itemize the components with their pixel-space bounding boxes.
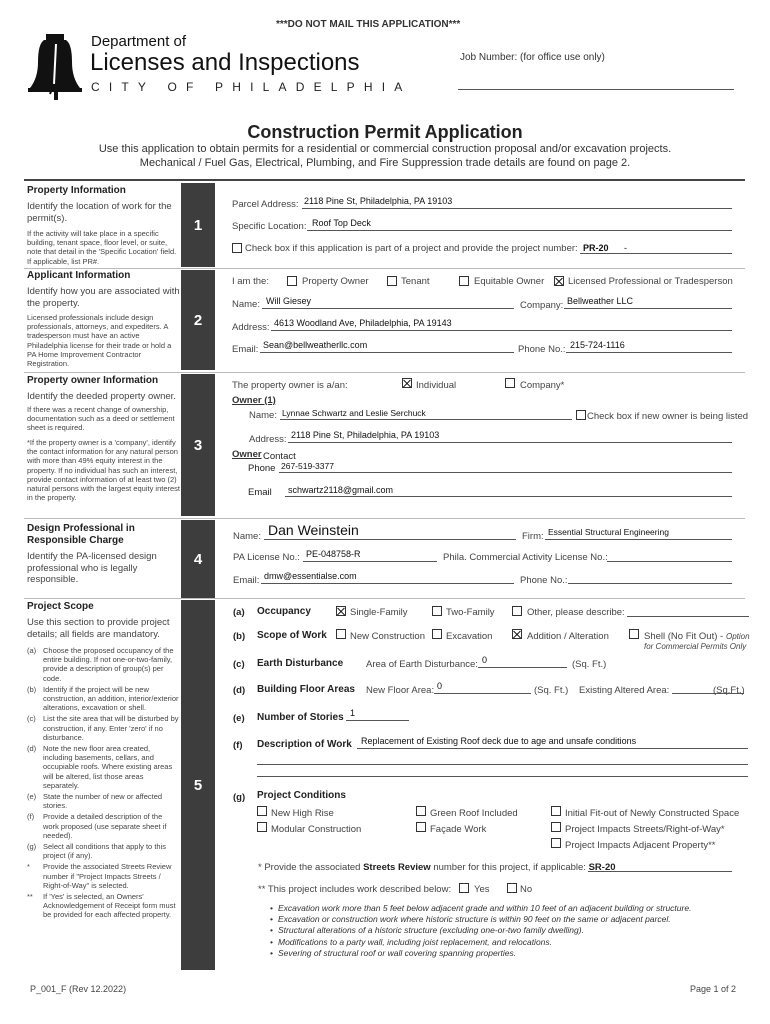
- dept-line-2: Licenses and Inspections: [90, 49, 360, 76]
- page-number: Page 1 of 2: [690, 984, 737, 994]
- design-firm-field[interactable]: [545, 539, 732, 540]
- commercial-license-field[interactable]: [607, 561, 732, 562]
- new-floor-area-label: New Floor Area:: [366, 685, 435, 696]
- section-4-desc: Identify the PA-licensed design professional who is legally responsible.: [27, 551, 157, 585]
- excavation-option: Excavation: [446, 631, 493, 642]
- modular-option: Modular Construction: [271, 824, 362, 835]
- described-yes-checkbox[interactable]: [459, 883, 469, 893]
- applicant-email-value: Sean@bellweatherllc.com: [263, 340, 368, 350]
- applicant-name-value: Will Giesey: [266, 296, 312, 306]
- owner-email-label: Email: [248, 487, 272, 498]
- tenant-option: Tenant: [401, 276, 430, 287]
- instruction-key: (b): [27, 684, 37, 694]
- instruction-text: Identify if the project will be new construction, an addition, interior/exterior alterations, excavation or shell.: [43, 684, 179, 713]
- section-2-number: 2: [181, 270, 215, 370]
- description-value: Replacement of Existing Roof deck due to age and unsafe conditions: [361, 736, 637, 746]
- design-email-field[interactable]: [261, 583, 514, 584]
- section-3-title: Property owner Information: [27, 375, 159, 386]
- applicant-email-field[interactable]: [260, 352, 514, 353]
- facade-option: Façade Work: [430, 824, 487, 835]
- addition-alteration-option: Addition / Alteration: [527, 631, 609, 642]
- section-1-note: If the activity will take place in a specific building, tenant space, floor level, or suite, note that detail in the 'Specific Location' field. If applicable, list PR#.: [27, 229, 177, 266]
- page-title: Construction Permit Application: [247, 122, 523, 142]
- liberty-bell-logo-icon: [24, 28, 86, 104]
- divider-2: [24, 372, 745, 373]
- divider-3: [24, 518, 745, 519]
- pa-license-field[interactable]: [303, 561, 437, 562]
- two-family-checkbox[interactable]: [432, 606, 442, 616]
- instruction-text: If 'Yes' is selected, an Owners' Acknowledgement of Receipt form must be provided for each affected property.: [43, 892, 176, 920]
- other-occupancy-option: Other, please describe:: [527, 607, 625, 618]
- do-not-mail-notice: ***DO NOT MAIL THIS APPLICATION***: [276, 19, 461, 30]
- section-3-note-2: *If the property owner is a 'company', identify the contact information for any natural person with more than 49% equity interest in the property. If no individual has such an interest, provide contact information of at least two (2) natural persons with the largest equity interest in the property.: [27, 438, 180, 503]
- applicant-email-label: Email:: [232, 344, 259, 355]
- section-1-desc: Identify the location of work for the permit(s).: [27, 201, 172, 224]
- stories-field[interactable]: [346, 720, 409, 721]
- instruction-item: [27, 744, 179, 790]
- equitable-owner-checkbox[interactable]: [459, 276, 469, 286]
- owner-phone-field[interactable]: [279, 472, 732, 473]
- other-occupancy-field[interactable]: [627, 616, 749, 617]
- owner-address-field[interactable]: [288, 442, 732, 443]
- parcel-address-value: 2118 Pine St, Philadelphia, PA 19103: [304, 196, 453, 206]
- company-option: Company*: [520, 380, 565, 391]
- instruction-key: (d): [27, 744, 37, 754]
- owner-name-field[interactable]: [280, 419, 572, 420]
- shell-note-1: Option: [726, 632, 750, 641]
- streets-review-post: number for this project, if applicable:: [433, 862, 586, 873]
- new-floor-area-field[interactable]: [434, 693, 531, 694]
- owner-address-value: 2118 Pine St, Philadelphia, PA 19103: [291, 430, 440, 440]
- instruction-item: [27, 792, 179, 810]
- property-owner-option: Property Owner: [302, 276, 369, 287]
- new-floor-area-unit: (Sq. Ft.): [534, 685, 569, 696]
- conditions-label: Project Conditions: [257, 790, 346, 801]
- shell-option: Shell (No Fit Out) -: [644, 631, 724, 642]
- licensed-professional-checkbox[interactable]: [554, 276, 564, 286]
- design-firm-label: Firm:: [522, 531, 544, 542]
- instruction-text: Provide a detailed description of the work proposed (use separate sheet if needed).: [43, 812, 167, 840]
- section-5-desc: Use this section to provide project details; all fields are mandatory.: [27, 617, 170, 640]
- dept-line-1: Department of: [91, 33, 187, 50]
- description-key: (f): [233, 740, 243, 751]
- divider-4: [24, 598, 745, 599]
- design-name-label: Name:: [233, 531, 261, 542]
- company-checkbox[interactable]: [505, 378, 515, 388]
- streets-review-text: [258, 862, 616, 873]
- section-3-note-1: If there was a recent change of ownership, documentation such as a deed or settlement sheet is required.: [27, 405, 175, 433]
- green-roof-checkbox[interactable]: [416, 806, 426, 816]
- new-construction-option: New Construction: [350, 631, 425, 642]
- applicant-phone-label: Phone No.:: [518, 344, 566, 355]
- section-4-title-2: Responsible Charge: [27, 535, 124, 546]
- instruction-item: [27, 812, 179, 840]
- adjacent-property-option: Project Impacts Adjacent Property**: [565, 840, 716, 851]
- divider-1: [24, 268, 745, 269]
- section-1-number: 1: [181, 183, 215, 267]
- described-work-label: ** This project includes work described below:: [258, 884, 452, 895]
- earth-label: Earth Disturbance: [257, 658, 344, 669]
- instruction-text: Provide the associated Streets Review number if "Project Impacts Streets / Right-of-Way" is selected.: [43, 862, 172, 890]
- pr-prefix: PR-20: [583, 243, 609, 253]
- commercial-license-label: Phila. Commercial Activity License No.:: [443, 552, 608, 563]
- instruction-text: State the number of new or affected stories.: [43, 792, 163, 811]
- pa-license-value: PE-048758-R: [306, 549, 361, 559]
- described-work-item: • Structural alterations of a historic structure (excluding one-or-two family dwelling).: [270, 925, 691, 936]
- owner-phone-value: 267-519-3377: [281, 461, 334, 471]
- owner-1-label: Owner (1): [232, 395, 276, 406]
- section-2-desc: Identify how you are associated with the property.: [27, 286, 180, 309]
- instruction-text: Choose the proposed occupancy of the entire building. If not one-or-two-family, provide a description of group(s) per code.: [43, 646, 174, 683]
- earth-area-value: 0: [482, 655, 488, 665]
- new-owner-label: Check box if new owner is being listed: [587, 411, 749, 422]
- other-occupancy-checkbox[interactable]: [512, 606, 522, 616]
- equitable-owner-option: Equitable Owner: [474, 276, 545, 287]
- single-family-checkbox[interactable]: [336, 606, 346, 616]
- section-1-title: Property Information: [27, 185, 126, 196]
- floor-key: (d): [233, 685, 246, 696]
- applicant-address-field[interactable]: [271, 330, 732, 331]
- described-work-list: [270, 903, 691, 959]
- pr-dash: -: [624, 243, 627, 253]
- stories-key: (e): [233, 713, 245, 724]
- earth-area-label: Area of Earth Disturbance:: [366, 659, 478, 670]
- streets-review-field[interactable]: [588, 871, 732, 872]
- instruction-key: (f): [27, 812, 35, 822]
- section-3-desc: Identify the deeded property owner.: [27, 391, 176, 402]
- section-2-title: Applicant Information: [27, 270, 131, 281]
- streets-review-bold: Streets Review: [363, 862, 431, 873]
- addition-alteration-checkbox[interactable]: [512, 629, 522, 639]
- owner-type-label: The property owner is a/an:: [232, 380, 348, 391]
- project-part-checkbox[interactable]: [232, 243, 242, 253]
- earth-key: (c): [233, 659, 245, 670]
- owner-contact-label-1: Owner: [232, 449, 262, 460]
- instruction-key: **: [27, 892, 33, 902]
- described-work-item: • Excavation work more than 5 feet below adjacent grade and within 10 feet of an adjacent building or structure.: [270, 903, 691, 914]
- design-name-field[interactable]: [264, 539, 516, 540]
- shell-note-2: for Commercial Permits Only: [644, 642, 747, 651]
- instruction-item: [27, 646, 179, 683]
- section-2-note: Licensed professionals include design professionals, attorneys, and expediters. A tradesperson must have an active Philadelphia license for their trade or hold a PA Home Improvement Contractor Registration.: [27, 313, 172, 369]
- description-label: Description of Work: [257, 739, 352, 750]
- instruction-key: (g): [27, 842, 37, 852]
- streets-row-checkbox[interactable]: [551, 822, 561, 832]
- project-part-label: Check box if this application is part of a project and provide the project number:: [245, 243, 578, 254]
- instruction-key: (c): [27, 714, 36, 724]
- parcel-address-label: Parcel Address:: [232, 199, 299, 210]
- pr-number-field[interactable]: [580, 253, 732, 254]
- section-5-title: Project Scope: [27, 601, 94, 612]
- job-number-label: Job Number: (for office use only): [460, 52, 605, 63]
- described-work-item: • Severing of structural roof or wall covering spanning properties.: [270, 948, 691, 959]
- owner-name-value: Lynnae Schwartz and Leslie Serchuck: [282, 408, 426, 418]
- instruction-key: (a): [27, 646, 37, 655]
- stories-value: 1: [350, 708, 356, 718]
- occupancy-label: Occupancy: [257, 606, 311, 617]
- streets-row-option: Project Impacts Streets/Right-of-Way*: [565, 824, 725, 835]
- earth-area-field[interactable]: [478, 667, 567, 668]
- owner-contact-label-2: Contact: [263, 451, 296, 462]
- scope-key: (b): [233, 631, 246, 642]
- owner-email-value: schwartz2118@gmail.com: [288, 485, 394, 495]
- facade-checkbox[interactable]: [416, 822, 426, 832]
- new-high-rise-checkbox[interactable]: [257, 806, 267, 816]
- section-4-number: 4: [181, 520, 215, 598]
- initial-fit-out-option: Initial Fit-out of Newly Constructed Space: [565, 808, 740, 819]
- property-owner-checkbox[interactable]: [287, 276, 297, 286]
- section-5-instructions: [27, 646, 179, 922]
- streets-review-prefix: SR-20: [588, 862, 616, 873]
- pa-license-label: PA License No.:: [233, 552, 300, 563]
- owner-email-field[interactable]: [285, 496, 732, 497]
- applicant-name-field[interactable]: [262, 308, 514, 309]
- iam-label: I am the:: [232, 276, 269, 287]
- scope-label: Scope of Work: [257, 630, 327, 641]
- new-high-rise-option: New High Rise: [271, 808, 334, 819]
- design-name-value: Dan Weinstein: [268, 522, 359, 538]
- applicant-phone-value: 215-724-1116: [570, 340, 625, 350]
- applicant-phone-field[interactable]: [566, 352, 732, 353]
- design-email-label: Email:: [233, 575, 260, 586]
- owner-address-label: Address:: [249, 434, 287, 445]
- individual-option: Individual: [416, 380, 457, 391]
- parcel-address-field[interactable]: [302, 208, 732, 209]
- instruction-text: Note the new floor area created, including basements, cellars, and occupiable roofs. Where existing areas will be altered, list those areas separately.: [43, 744, 173, 790]
- applicant-name-label: Name:: [232, 299, 260, 310]
- licensed-professional-option: Licensed Professional or Tradesperson: [568, 276, 733, 287]
- described-yes-option: Yes: [474, 884, 490, 895]
- description-field-line-1[interactable]: [357, 748, 748, 749]
- description-field-line-3[interactable]: [257, 776, 748, 777]
- single-family-option: Single-Family: [350, 607, 408, 618]
- job-number-field[interactable]: [458, 89, 734, 90]
- applicant-company-label: Company:: [520, 300, 564, 311]
- occupancy-key: (a): [233, 607, 245, 618]
- excavation-checkbox[interactable]: [432, 629, 442, 639]
- initial-fit-out-checkbox[interactable]: [551, 806, 561, 816]
- new-construction-checkbox[interactable]: [336, 629, 346, 639]
- dept-line-3: CITY OF PHILADELPHIA: [91, 80, 412, 94]
- top-divider: [24, 179, 745, 181]
- two-family-option: Two-Family: [446, 607, 495, 618]
- section-4-title-1: Design Professional in: [27, 523, 135, 534]
- specific-location-value: Roof Top Deck: [312, 218, 371, 228]
- design-phone-label: Phone No.:: [520, 575, 568, 586]
- form-id: P_001_F (Rev 12.2022): [30, 984, 127, 994]
- subtitle-2: Mechanical / Fuel Gas, Electrical, Plumbing, and Fire Suppression trade details are found on page 2.: [139, 157, 631, 169]
- description-field-line-2[interactable]: [257, 764, 748, 765]
- instruction-item: [27, 892, 179, 920]
- design-phone-field[interactable]: [568, 583, 732, 584]
- owner-name-label: Name:: [249, 410, 277, 421]
- tenant-checkbox[interactable]: [387, 276, 397, 286]
- instruction-item: [27, 685, 179, 713]
- applicant-address-value: 4613 Woodland Ave, Philadelphia, PA 19143: [274, 318, 452, 328]
- section-5-number: 5: [181, 600, 215, 970]
- existing-area-unit: (Sq.Ft.): [713, 685, 745, 696]
- described-no-option: No: [520, 884, 533, 895]
- conditions-key: (g): [233, 792, 246, 803]
- subtitle-1: Use this application to obtain permits for a residential or commercial construction proposal and/or excavation projects.: [98, 143, 672, 155]
- floor-label: Building Floor Areas: [257, 684, 355, 695]
- applicant-address-label: Address:: [232, 322, 270, 333]
- described-no-checkbox[interactable]: [507, 883, 517, 893]
- instruction-key: *: [27, 862, 30, 872]
- green-roof-option: Green Roof Included: [430, 808, 518, 819]
- shell-checkbox[interactable]: [629, 629, 639, 639]
- instruction-item: [27, 714, 179, 742]
- new-owner-checkbox[interactable]: [576, 410, 586, 420]
- design-firm-value: Essential Structural Engineering: [548, 527, 669, 537]
- owner-phone-label: Phone: [248, 463, 276, 474]
- streets-review-pre: * Provide the associated: [258, 862, 361, 873]
- existing-area-label: Existing Altered Area:: [579, 685, 670, 696]
- adjacent-property-checkbox[interactable]: [551, 838, 561, 848]
- instruction-key: (e): [27, 792, 37, 802]
- section-3-number: 3: [181, 374, 215, 516]
- new-floor-area-value: 0: [437, 681, 443, 691]
- specific-location-field[interactable]: [307, 230, 732, 231]
- described-work-item: • Modifications to a party wall, including joist replacement, and relocations.: [270, 937, 691, 948]
- modular-checkbox[interactable]: [257, 822, 267, 832]
- instruction-item: [27, 842, 179, 860]
- applicant-company-field[interactable]: [564, 308, 732, 309]
- stories-label: Number of Stories: [257, 712, 344, 723]
- instruction-text: Select all conditions that apply to this project (if any).: [43, 842, 166, 861]
- applicant-company-value: Bellweather LLC: [567, 296, 634, 306]
- instruction-text: List the site area that will be disturbed by construction, if any. Enter 'zero' if no disturbance.: [43, 714, 179, 742]
- specific-location-label: Specific Location:: [232, 221, 307, 232]
- design-email-value: dmw@essentialse.com: [264, 571, 357, 581]
- described-work-item: • Excavation or construction work where historic structure is within 90 feet on the same or adjacent parcel.: [270, 914, 691, 925]
- earth-area-unit: (Sq. Ft.): [572, 659, 607, 670]
- instruction-item: [27, 862, 179, 890]
- individual-checkbox[interactable]: [402, 378, 412, 388]
